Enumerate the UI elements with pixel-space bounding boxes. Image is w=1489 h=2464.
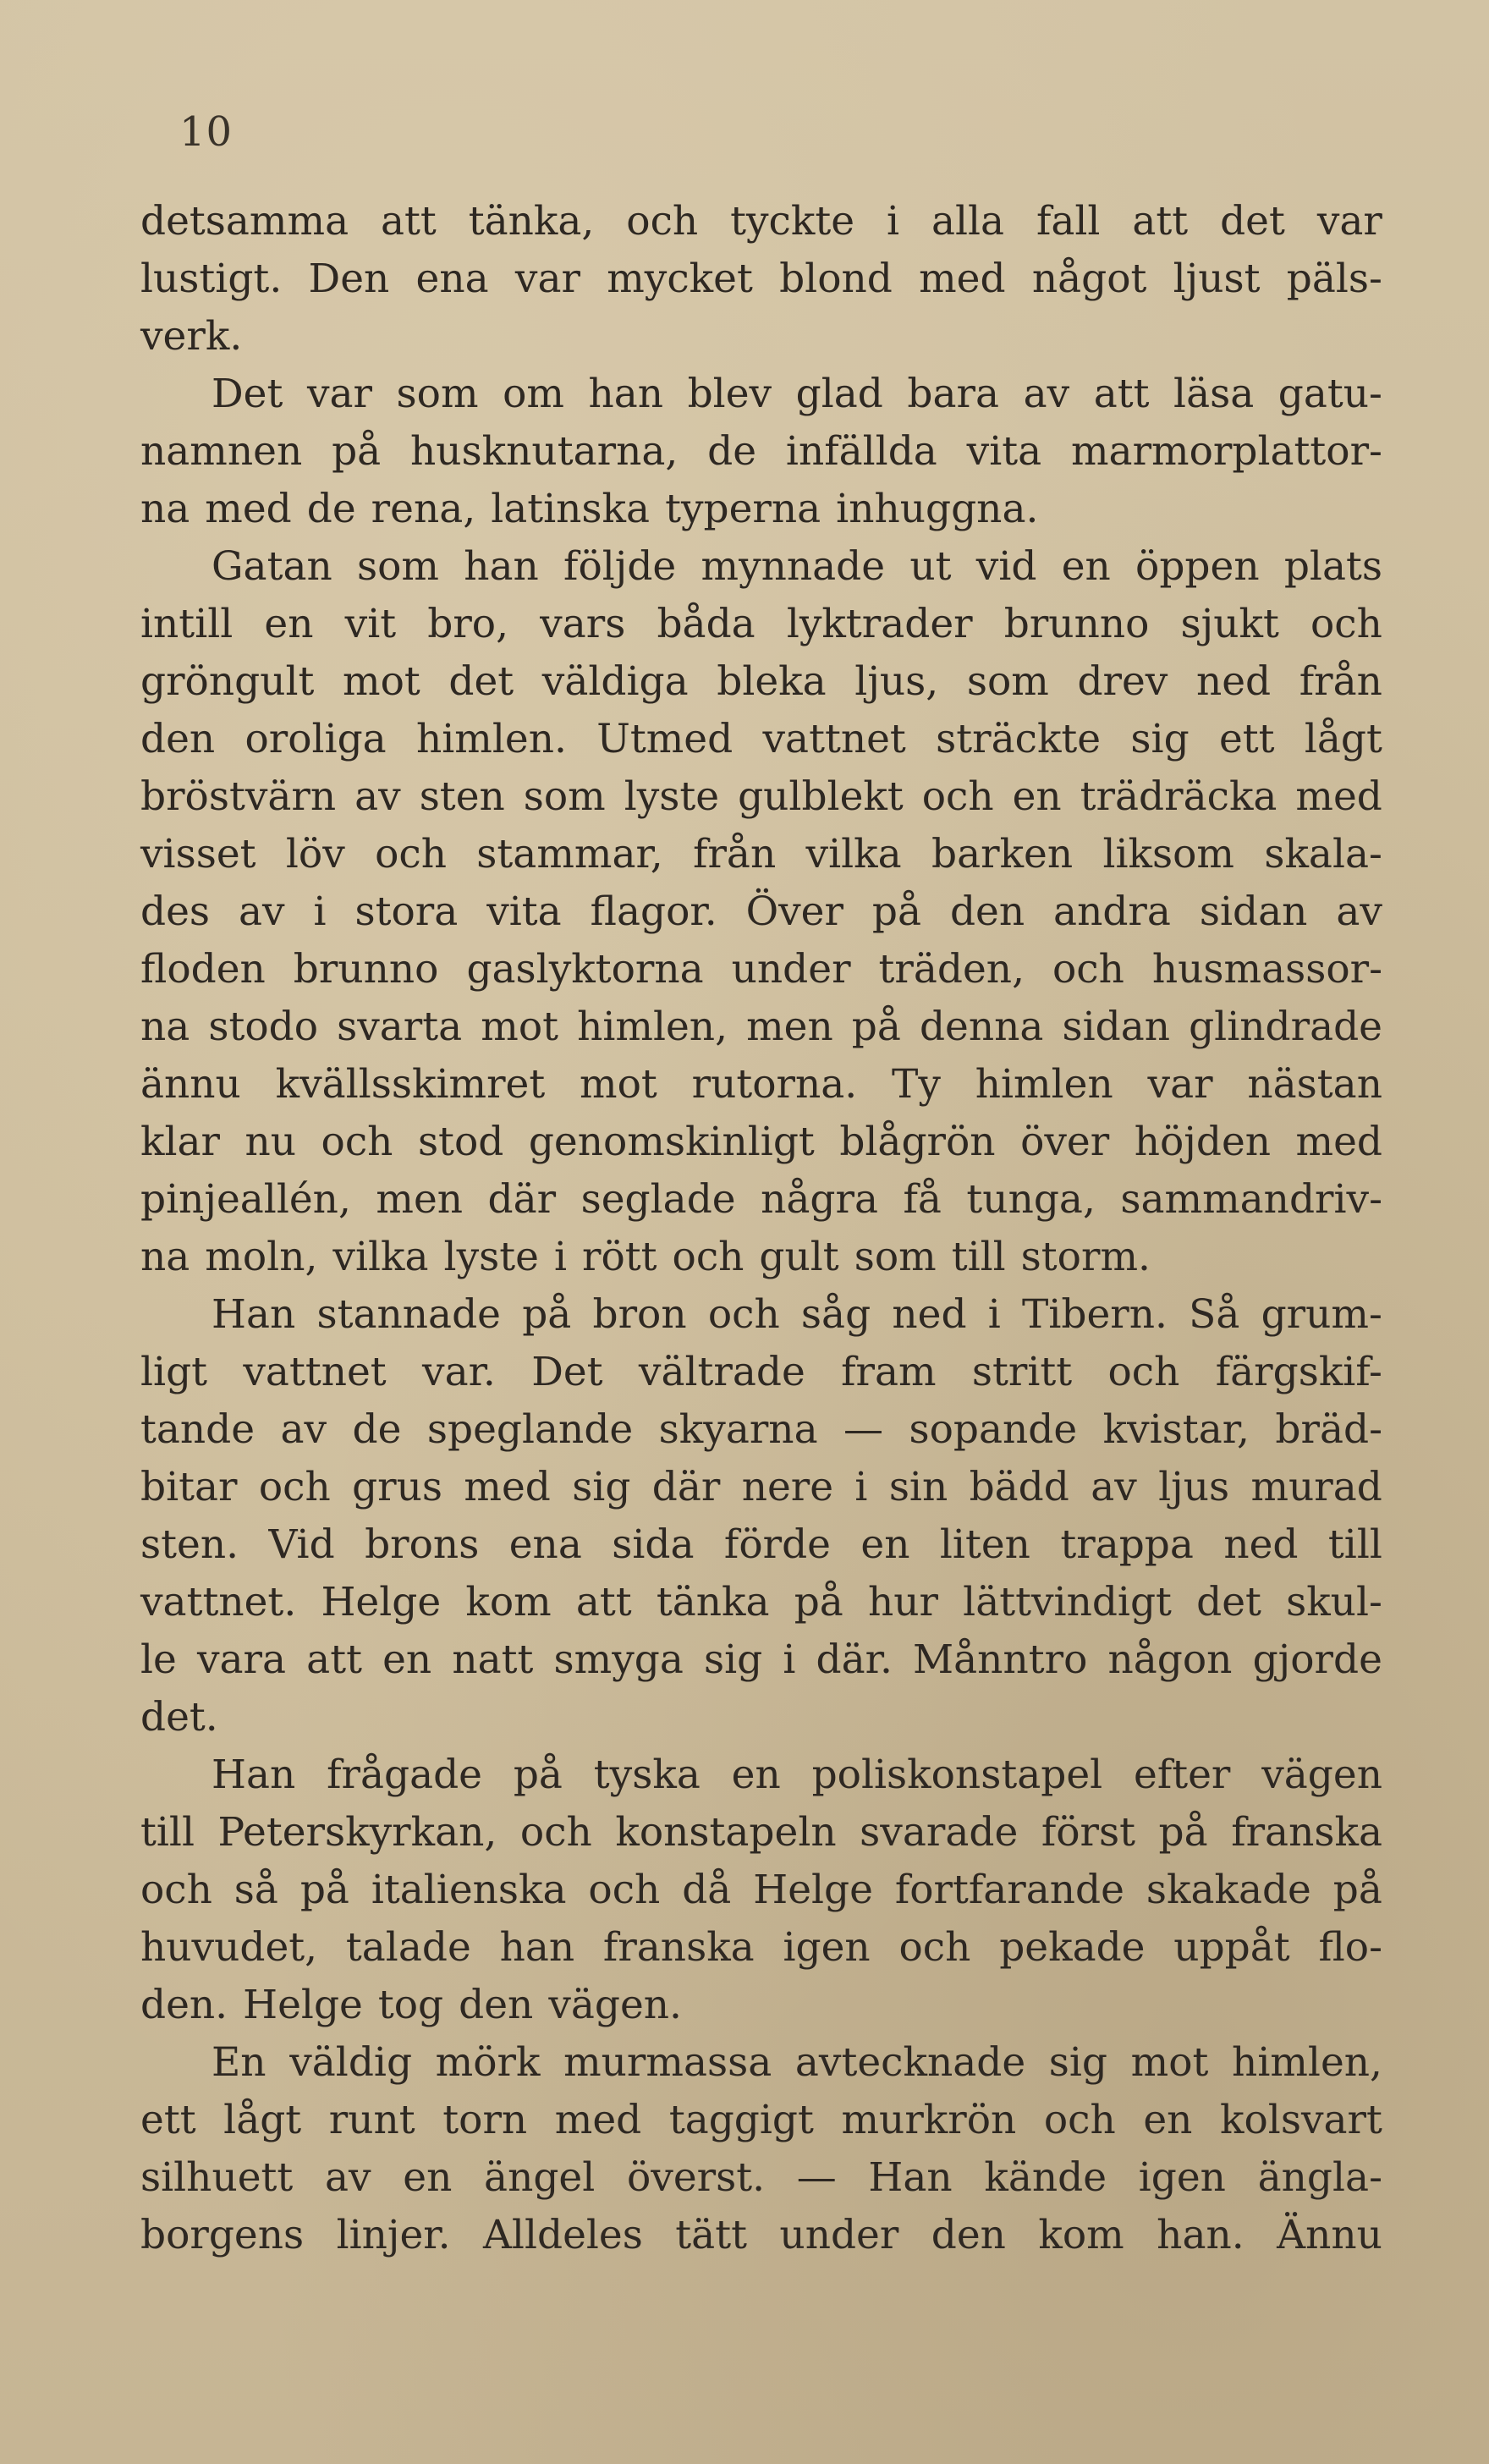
text-line: namnen på husknutarna, de infällda vita marmorplattor- [140,428,1382,475]
text-line: den. Helge tog den vägen. [140,1982,682,2028]
text-line: borgens linjer. Alldeles tätt under den kom han. Ännu [140,2212,1382,2258]
text-line: vattnet. Helge kom att tänka på hur lättvindigt det skul- [140,1579,1382,1625]
text-line: Det var som om han blev glad bara av att läsa gatu- [212,371,1382,417]
text-line: till Peterskyrkan, och konstapeln svarade först på franska [140,1809,1382,1856]
text-line: bröstvärn av sten som lyste gulblekt och en trädräcka med [140,773,1382,820]
text-line: na med de rena, latinska typerna inhuggna. [140,486,1039,532]
page-number: 10 [179,108,234,156]
text-line: klar nu och stod genomskinligt blågrön över höjden med [140,1119,1382,1165]
text-line: Gatan som han följde mynnade ut vid en öppen plats [212,543,1382,590]
text-line: des av i stora vita flagor. Över på den andra sidan av [140,888,1382,935]
text-line: det. [140,1694,218,1741]
text-line: detsamma att tänka, och tyckte i alla fall att det var [140,198,1382,245]
text-line: Han stannade på bron och såg ned i Tibern. Så grum- [212,1291,1382,1338]
text-line: pinjeallén, men där seglade några få tunga, sammandriv- [140,1176,1382,1223]
text-line: verk. [140,313,243,360]
text-line: tande av de speglande skyarna — sopande kvistar, bräd- [140,1406,1382,1453]
text-line: sten. Vid brons ena sida förde en liten trappa ned till [140,1521,1382,1568]
text-line: En väldig mörk murmassa avtecknade sig mot himlen, [212,2039,1382,2086]
body-text [140,193,1382,2264]
text-line: ännu kvällsskimret mot rutorna. Ty himlen var nästan [140,1061,1382,1108]
text-line: gröngult mot det väldiga bleka ljus, som drev ned från [140,658,1382,705]
text-line: floden brunno gaslyktorna under träden, och husmassor- [140,946,1382,993]
text-line: silhuett av en ängel överst. — Han kände igen ängla- [140,2154,1382,2201]
text-line: Han frågade på tyska en poliskonstapel efter vägen [212,1752,1382,1798]
text-line: ligt vattnet var. Det vältrade fram stritt och färgskif- [140,1349,1382,1395]
text-line: na moln, vilka lyste i rött och gult som till storm. [140,1234,1151,1280]
text-line: intill en vit bro, vars båda lyktrader brunno sjukt och [140,601,1382,647]
text-line: bitar och grus med sig där nere i sin bädd av ljus murad [140,1464,1382,1510]
text-line: huvudet, talade han franska igen och pekade uppåt flo- [140,1924,1382,1971]
text-line: visset löv och stammar, från vilka barken liksom skala- [140,831,1382,877]
text-line: na stodo svarta mot himlen, men på denna sidan glindrade [140,1004,1382,1050]
text-line: och så på italienska och då Helge fortfarande skakade på [140,1867,1382,1913]
text-line: den oroliga himlen. Utmed vattnet sträckte sig ett lågt [140,716,1382,762]
text-line: ett lågt runt torn med taggigt murkrön och en kolsvart [140,2097,1382,2143]
text-line: le vara att en natt smyga sig i där. Månntro någon gjorde [140,1636,1382,1683]
text-line: lustigt. Den ena var mycket blond med något ljust päls- [140,256,1382,302]
